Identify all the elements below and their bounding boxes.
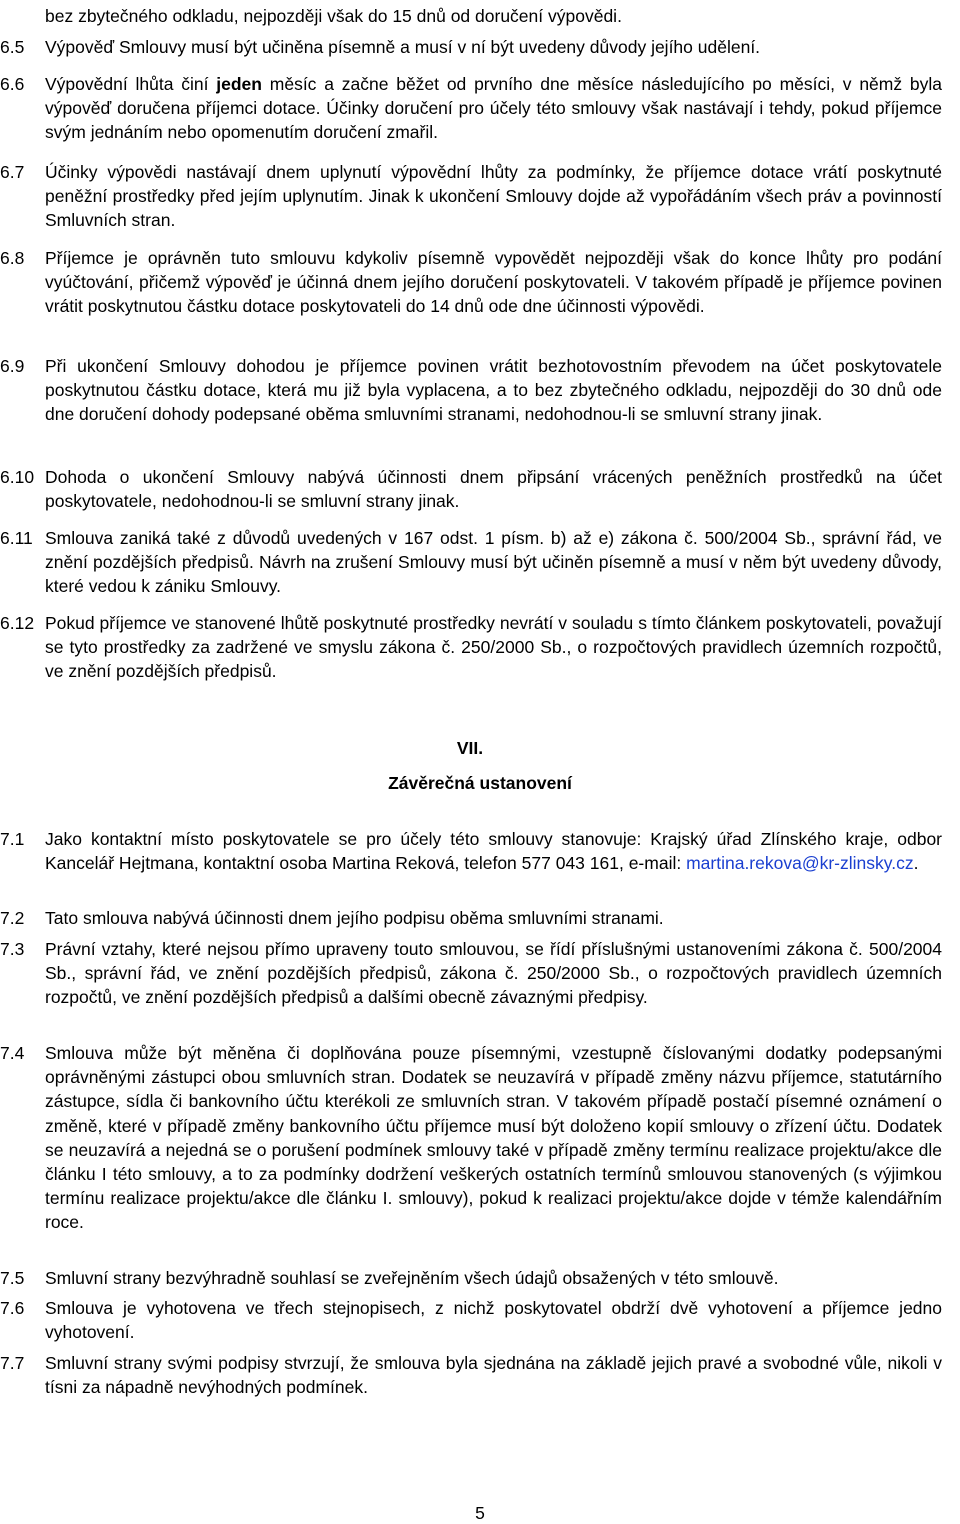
clause-text: Smlouva je vyhotovena ve třech stejnopisech, z nichž poskytovatel obdrží dvě vyhotovení a příjemce jedno vyhotovení.	[45, 1298, 942, 1343]
clause-6-9	[0, 354, 942, 427]
clause-7-2	[0, 906, 942, 930]
top-line: bez zbytečného odkladu, nejpozději však do 15 dnů od doručení výpovědi.	[45, 6, 622, 26]
clause-number: 7.7	[0, 1353, 25, 1373]
clause-text: Účinky výpovědi nastávají dnem uplynutí výpovědní lhůty za podmínky, že příjemce dotace vrátí poskytnuté peněžní prostředky před jejím uplynutím. Jinak k ukončení Smlouvy dojde až vypořádáním všech práv a povinností Smluvních stran.	[45, 162, 942, 231]
page-number: 5	[475, 1503, 485, 1523]
clause-7-6	[0, 1296, 942, 1344]
clause-number: 6.10	[0, 467, 35, 487]
clause-text: Smlouva může být měněna či doplňována pouze písemnými, vzestupně číslovanými dodatky podepsanými oprávněnými zástupci obou smluvních stran. Dodatek se neuzavírá v případě změny názvu příjemce, statutárního zástupce, sídla či bankovního účtu kterékoli ze smluvních stran. V takovém případě postačí písemné oznámení o změně, které v případě změny bankovního účtu příjemce musí být doloženo kopií smlouvy o zřízení účtu. Dodatek se neuzavírá a nejedná se o porušení podmínek smlouvy také v případě změny termínu realizace projektu/akce dle článku I této smlouvy, a to za podmínky dodržení veškerých ostatních termínů smlouvou stanovených (s výjimkou termínu realizace projektu/akce dle článku I. smlouvy), pokud k realizaci projektu/akce dojde v témže kalendářním roce.	[45, 1043, 942, 1233]
clause-number: 6.5	[0, 37, 25, 57]
clause-number: 6.7	[0, 162, 25, 182]
clause-number: 6.12	[0, 613, 35, 633]
clause-text: Smluvní strany bezvýhradně souhlasí se zveřejněním všech údajů obsažených v této smlouvě.	[45, 1268, 779, 1288]
clause-6-12	[0, 611, 942, 684]
clause-text: Dohoda o ukončení Smlouvy nabývá účinnosti dnem připsání vrácených peněžních prostředků na účet poskytovatele, nedohodnou-li se smluvní strany jinak.	[45, 467, 942, 512]
clause-6-8	[0, 246, 942, 319]
clause-text: Tato smlouva nabývá účinnosti dnem jejího podpisu oběma smluvními stranami.	[45, 908, 664, 928]
clause-6-10	[0, 465, 942, 513]
clause-number: 7.4	[0, 1043, 25, 1063]
clause-text: Právní vztahy, které nejsou přímo upraveny touto smlouvou, se řídí příslušnými ustanoveními zákona č. 500/2004 Sb., správní řád, ve znění pozdějších předpisů, zákona č. 250/2000 Sb., o rozpočtových pravidlech územních rozpočtů, ve znění pozdějších předpisů a dalšími obecně závaznými předpisy.	[45, 939, 942, 1008]
section-number: VII.	[456, 738, 484, 758]
clause-number: 6.9	[0, 356, 25, 376]
clause-number: 7.3	[0, 939, 25, 959]
clause-7-4	[0, 1041, 942, 1235]
clause-6-11	[0, 526, 942, 599]
clause-text: Smlouva zaniká také z důvodů uvedených v 167 odst. 1 písm. b) až e) zákona č. 500/2004 Sb., správní řád, ve znění pozdějších předpisů. Návrh na zrušení Smlouvy musí být učiněn písemně a musí v něm být uvedeny důvody, které vedou k zániku Smlouvy.	[45, 528, 942, 597]
clause-text: Příjemce je oprávněn tuto smlouvu kdykoliv písemně vypovědět nejpozději však do konce lhůty pro podání vyúčtování, přičemž výpověď je účinná dnem jejího doručení poskytovateli. V takovém případě je příjemce povinen vrátit poskytnutou částku dotace poskytovateli do 14 dnů ode dne účinnosti výpovědi.	[45, 248, 942, 317]
clause-number: 7.5	[0, 1268, 25, 1288]
clause-7-3	[0, 937, 942, 1010]
clause-number: 6.6	[0, 74, 25, 94]
email-link[interactable]: martina.rekova@kr-zlinsky.cz	[686, 853, 914, 874]
clause-6-6	[0, 72, 942, 145]
clause-7-1	[0, 827, 942, 875]
bold-word: jeden	[216, 74, 262, 94]
section-title: Závěrečná ustanovení	[388, 773, 572, 793]
clause-number: 7.2	[0, 908, 25, 928]
clause-6-5	[0, 35, 942, 59]
clause-7-7	[0, 1351, 942, 1399]
clause-number: 7.1	[0, 829, 25, 849]
clause-number: 6.8	[0, 248, 25, 268]
clause-text: Jako kontaktní místo poskytovatele se pro účely této smlouvy stanovuje: Krajský úřad Zlínského kraje, odbor Kancelář Hejtmana, kontaktní osoba Martina Reková, telefon 577 043 161, e-mail: martina.rekova@kr-zlinsky.cz.	[45, 829, 942, 874]
clause-text: Při ukončení Smlouvy dohodou je příjemce povinen vrátit bezhotovostním převodem na účet poskytovatele poskytnutou částku dotace, která mu již byla vyplacena, a to bez zbytečného odkladu, nejpozději do 30 dnů ode dne doručení dohody podepsané oběma smluvními stranami, nedohodnou-li se smluvní strany jinak.	[45, 356, 942, 425]
clause-text: Výpovědní lhůta činí jeden měsíc a začne běžet od prvního dne měsíce následujícího po měsíci, v němž byla výpověď doručena příjemci dotace. Účinky doručení pro účely této smlouvy však nastávají i tehdy, pokud příjemce svým jednáním nebo opomenutím doručení zmařil.	[45, 74, 942, 143]
clause-number: 7.6	[0, 1298, 25, 1318]
clause-6-7	[0, 160, 942, 233]
clause-text: Výpověď Smlouvy musí být učiněna písemně a musí v ní být uvedeny důvody jejího udělení.	[45, 37, 761, 57]
clause-7-5	[0, 1266, 942, 1290]
clause-text: Pokud příjemce ve stanovené lhůtě poskytnuté prostředky nevrátí v souladu s tímto článkem poskytovateli, považují se tyto prostředky za zadržené ve smyslu zákona č. 250/2000 Sb., o rozpočtových pravidlech územních rozpočtů, ve znění pozdějších předpisů.	[45, 613, 942, 682]
clause-number: 6.11	[0, 528, 33, 548]
clause-text: Smluvní strany svými podpisy stvrzují, že smlouva byla sjednána na základě jejich pravé a svobodné vůle, nikoli v tísni za nápadně nevýhodných podmínek.	[45, 1353, 942, 1398]
